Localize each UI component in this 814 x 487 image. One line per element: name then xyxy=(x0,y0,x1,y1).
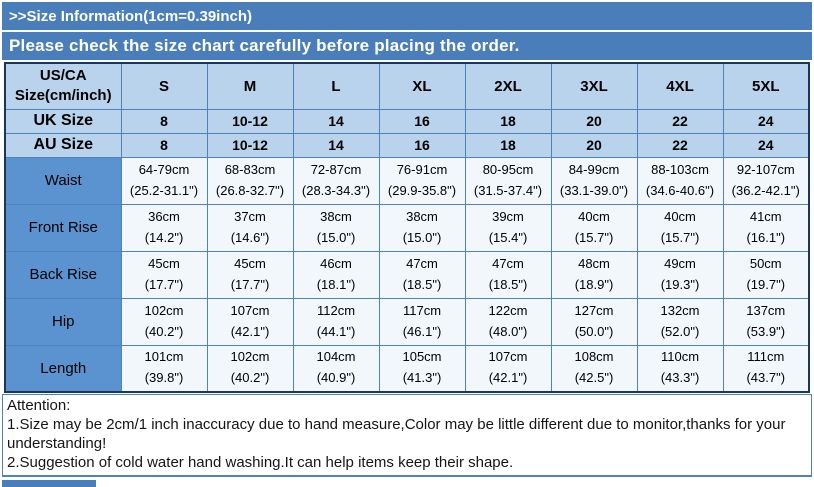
measurement-cm: 92-107cm xyxy=(736,161,795,177)
measurement-inch: (15.4") xyxy=(488,229,528,245)
uk-size-cell-s: 8 xyxy=(121,109,207,133)
measurement-cm: 38cm xyxy=(406,208,438,224)
measurement-inch: (39.8") xyxy=(144,370,184,386)
corner-header-cell: US/CA Size(cm/inch) xyxy=(5,63,121,109)
measurement-row-back-rise xyxy=(5,251,809,298)
size-col-header-s: S xyxy=(121,63,207,109)
measurement-inch: (19.3") xyxy=(660,276,700,292)
measurement-cm: 108cm xyxy=(574,349,614,365)
measurement-cm: 107cm xyxy=(488,349,528,365)
measurement-inch: (36.2-42.1") xyxy=(731,182,800,198)
measurement-inch: (18.5") xyxy=(488,276,528,292)
measurement-cm: 72-87cm xyxy=(310,161,362,177)
measurement-inch: (14.6") xyxy=(230,229,270,245)
measurement-cell-back-rise-s xyxy=(121,251,207,298)
measurement-cm: 137cm xyxy=(746,302,786,318)
measurement-inch: (40.2") xyxy=(230,370,270,386)
measurement-inch: (26.8-32.7") xyxy=(215,182,285,198)
measurement-row-hip xyxy=(5,298,809,345)
size-table-head xyxy=(5,63,809,109)
au-size-cell-4xl: 22 xyxy=(637,133,723,157)
measurement-cm: 40cm xyxy=(578,208,610,224)
measurement-inch: (25.2-31.1") xyxy=(129,182,199,198)
measurement-cell-length-m xyxy=(207,345,293,392)
uk-size-label: UK Size xyxy=(5,109,121,133)
measurement-inch: (15.0") xyxy=(402,229,442,245)
uk-size-cell-5xl: 24 xyxy=(723,109,809,133)
measurement-inch: (42.5") xyxy=(574,370,614,386)
uk-size-cell-xl: 16 xyxy=(379,109,465,133)
measurement-inch: (19.7") xyxy=(746,276,786,292)
measurement-cell-back-rise-l xyxy=(293,251,379,298)
measurement-cm: 46cm xyxy=(320,255,352,271)
measurement-cell-front-rise-s xyxy=(121,204,207,251)
measurement-label-length: Length xyxy=(5,345,121,392)
au-size-label: AU Size xyxy=(5,133,121,157)
measurement-cell-front-rise-l xyxy=(293,204,379,251)
size-col-header-4xl: 4XL xyxy=(637,63,723,109)
measurement-cm: 38cm xyxy=(320,208,352,224)
measurement-cell-length-s xyxy=(121,345,207,392)
measurement-inch: (15.7") xyxy=(574,229,614,245)
measurement-inch: (31.5-37.4") xyxy=(473,182,543,198)
measurement-inch: (52.0") xyxy=(660,323,700,339)
measurement-cm: 117cm xyxy=(402,302,442,318)
measurement-cm: 49cm xyxy=(664,255,696,271)
measurement-inch: (18.9") xyxy=(574,276,614,292)
measurement-cell-waist-l xyxy=(293,157,379,204)
measurement-cell-hip-l xyxy=(293,298,379,345)
measurement-row-front-rise xyxy=(5,204,809,251)
au-size-cell-xl: 16 xyxy=(379,133,465,157)
measurement-cell-front-rise-3xl xyxy=(551,204,637,251)
attention-heading: Attention: xyxy=(7,397,71,414)
attention-line-1: 1.Size may be 2cm/1 inch inaccuracy due to hand measure,Color may be little different due to monitor,thanks for your understanding! xyxy=(7,416,786,452)
au-size-cell-2xl: 18 xyxy=(465,133,551,157)
measurement-cm: 64-79cm xyxy=(138,161,190,177)
attention-line-2: 2.Suggestion of cold water hand washing.It can help items keep their shape. xyxy=(7,454,514,471)
measurement-cell-hip-m xyxy=(207,298,293,345)
au-size-cell-3xl: 20 xyxy=(551,133,637,157)
measurement-cell-waist-2xl xyxy=(465,157,551,204)
measurement-cm: 41cm xyxy=(749,208,782,224)
next-section-bar-partial xyxy=(2,480,96,487)
measurement-cm: 39cm xyxy=(492,208,524,224)
measurement-cm: 105cm xyxy=(402,349,442,365)
measurement-cell-front-rise-xl xyxy=(379,204,465,251)
measurement-inch: (40.9") xyxy=(316,370,356,386)
measurement-cell-length-5xl xyxy=(723,345,809,392)
measurement-cm: 102cm xyxy=(230,349,270,365)
size-table xyxy=(4,62,810,393)
size-header-row xyxy=(5,63,809,109)
size-col-header-m: M xyxy=(207,63,293,109)
measurement-inch: (43.3") xyxy=(660,370,700,386)
measurement-cell-back-rise-4xl xyxy=(637,251,723,298)
measurement-inch: (15.0") xyxy=(316,229,356,245)
measurement-cell-waist-3xl xyxy=(551,157,637,204)
measurement-cell-back-rise-5xl xyxy=(723,251,809,298)
uk-size-cell-2xl: 18 xyxy=(465,109,551,133)
measurement-label-front-rise: Front Rise xyxy=(5,204,121,251)
measurement-inch: (18.5") xyxy=(402,276,442,292)
notice-bar xyxy=(2,32,812,60)
size-col-header-2xl: 2XL xyxy=(465,63,551,109)
uk-size-cell-4xl: 22 xyxy=(637,109,723,133)
measurement-cm: 84-99cm xyxy=(568,161,620,177)
measurement-cell-waist-m xyxy=(207,157,293,204)
size-col-header-3xl: 3XL xyxy=(551,63,637,109)
uk-size-cell-l: 14 xyxy=(293,109,379,133)
measurement-cm: 127cm xyxy=(574,302,614,318)
au-size-cell-l: 14 xyxy=(293,133,379,157)
uk-size-row xyxy=(5,109,809,133)
measurement-cell-hip-4xl xyxy=(637,298,723,345)
measurement-cell-length-l xyxy=(293,345,379,392)
measurement-inch: (43.7") xyxy=(746,370,786,386)
au-size-row xyxy=(5,133,809,157)
measurement-cm: 45cm xyxy=(234,255,266,271)
measurement-cm: 40cm xyxy=(664,208,696,224)
measurement-inch: (15.7") xyxy=(660,229,700,245)
size-col-header-xl: XL xyxy=(379,63,465,109)
measurement-cell-waist-4xl xyxy=(637,157,723,204)
measurement-inch: (18.1") xyxy=(316,276,356,292)
measurement-inch: (28.3-34.3") xyxy=(301,182,371,198)
measurement-cell-front-rise-5xl xyxy=(723,204,809,251)
measurement-cm: 76-91cm xyxy=(396,161,448,177)
measurement-inch: (29.9-35.8") xyxy=(387,182,457,198)
measurement-cell-front-rise-4xl xyxy=(637,204,723,251)
measurement-cell-hip-5xl xyxy=(723,298,809,345)
measurement-cm: 110cm xyxy=(660,349,700,365)
measurement-inch: (53.9") xyxy=(746,323,786,339)
measurement-label-hip: Hip xyxy=(5,298,121,345)
measurement-row-waist xyxy=(5,157,809,204)
measurement-cm: 47cm xyxy=(492,255,524,271)
measurement-cm: 45cm xyxy=(148,255,180,271)
measurement-cell-back-rise-2xl xyxy=(465,251,551,298)
measurement-inch: (42.1") xyxy=(230,323,270,339)
measurement-cm: 101cm xyxy=(144,349,184,365)
measurement-cell-back-rise-xl xyxy=(379,251,465,298)
measurement-inch: (34.6-40.6") xyxy=(645,182,715,198)
au-size-cell-m: 10-12 xyxy=(207,133,293,157)
uk-size-cell-m: 10-12 xyxy=(207,109,293,133)
measurement-inch: (17.7") xyxy=(230,276,270,292)
measurement-inch: (42.1") xyxy=(488,370,528,386)
measurement-row-length xyxy=(5,345,809,392)
measurement-cell-back-rise-3xl xyxy=(551,251,637,298)
measurement-cm: 122cm xyxy=(488,302,528,318)
measurement-cm: 80-95cm xyxy=(482,161,534,177)
measurement-inch: (33.1-39.0") xyxy=(559,182,629,198)
attention-box xyxy=(2,394,812,477)
measurement-cell-hip-2xl xyxy=(465,298,551,345)
section-title: >>Size Information(1cm=0.39inch) xyxy=(9,7,252,25)
au-size-cell-s: 8 xyxy=(121,133,207,157)
measurement-inch: (41.3") xyxy=(402,370,442,386)
measurement-inch: (44.1") xyxy=(316,323,356,339)
measurement-cell-waist-s xyxy=(121,157,207,204)
measurement-cm: 68-83cm xyxy=(224,161,276,177)
size-col-header-l: L xyxy=(293,63,379,109)
measurement-cm: 112cm xyxy=(316,302,356,318)
measurement-cell-hip-3xl xyxy=(551,298,637,345)
uk-size-cell-3xl: 20 xyxy=(551,109,637,133)
measurement-cm: 36cm xyxy=(148,208,180,224)
size-table-body xyxy=(5,109,809,392)
measurement-cell-waist-5xl xyxy=(723,157,809,204)
measurement-cm: 107cm xyxy=(230,302,270,318)
measurement-cell-length-2xl xyxy=(465,345,551,392)
measurement-inch: (17.7") xyxy=(144,276,184,292)
measurement-cm: 102cm xyxy=(144,302,184,318)
measurement-cell-hip-s xyxy=(121,298,207,345)
measurement-cell-length-xl xyxy=(379,345,465,392)
measurement-label-back-rise: Back Rise xyxy=(5,251,121,298)
size-col-header-5xl: 5XL xyxy=(723,63,809,109)
measurement-cm: 48cm xyxy=(578,255,610,271)
measurement-cell-length-3xl xyxy=(551,345,637,392)
measurement-cm: 88-103cm xyxy=(651,161,709,177)
section-header-bar xyxy=(2,2,812,30)
measurement-cell-front-rise-m xyxy=(207,204,293,251)
measurement-inch: (50.0") xyxy=(574,323,614,339)
measurement-inch: (48.0") xyxy=(488,323,528,339)
measurement-cm: 37cm xyxy=(234,208,266,224)
measurement-cm: 50cm xyxy=(749,255,782,271)
measurement-cm: 47cm xyxy=(406,255,438,271)
au-size-cell-5xl: 24 xyxy=(723,133,809,157)
measurement-cell-waist-xl xyxy=(379,157,465,204)
measurement-cm: 104cm xyxy=(316,349,356,365)
measurement-inch: (40.2") xyxy=(144,323,184,339)
measurement-cell-length-4xl xyxy=(637,345,723,392)
measurement-inch: (16.1") xyxy=(746,229,786,245)
measurement-inch: (14.2") xyxy=(144,229,184,245)
measurement-cell-hip-xl xyxy=(379,298,465,345)
measurement-inch: (46.1") xyxy=(402,323,442,339)
measurement-cm: 132cm xyxy=(660,302,700,318)
measurement-cm: 111cm xyxy=(747,349,785,365)
measurement-cell-front-rise-2xl xyxy=(465,204,551,251)
measurement-label-waist: Waist xyxy=(5,157,121,204)
measurement-cell-back-rise-m xyxy=(207,251,293,298)
notice-text: Please check the size chart carefully before placing the order. xyxy=(9,36,520,55)
